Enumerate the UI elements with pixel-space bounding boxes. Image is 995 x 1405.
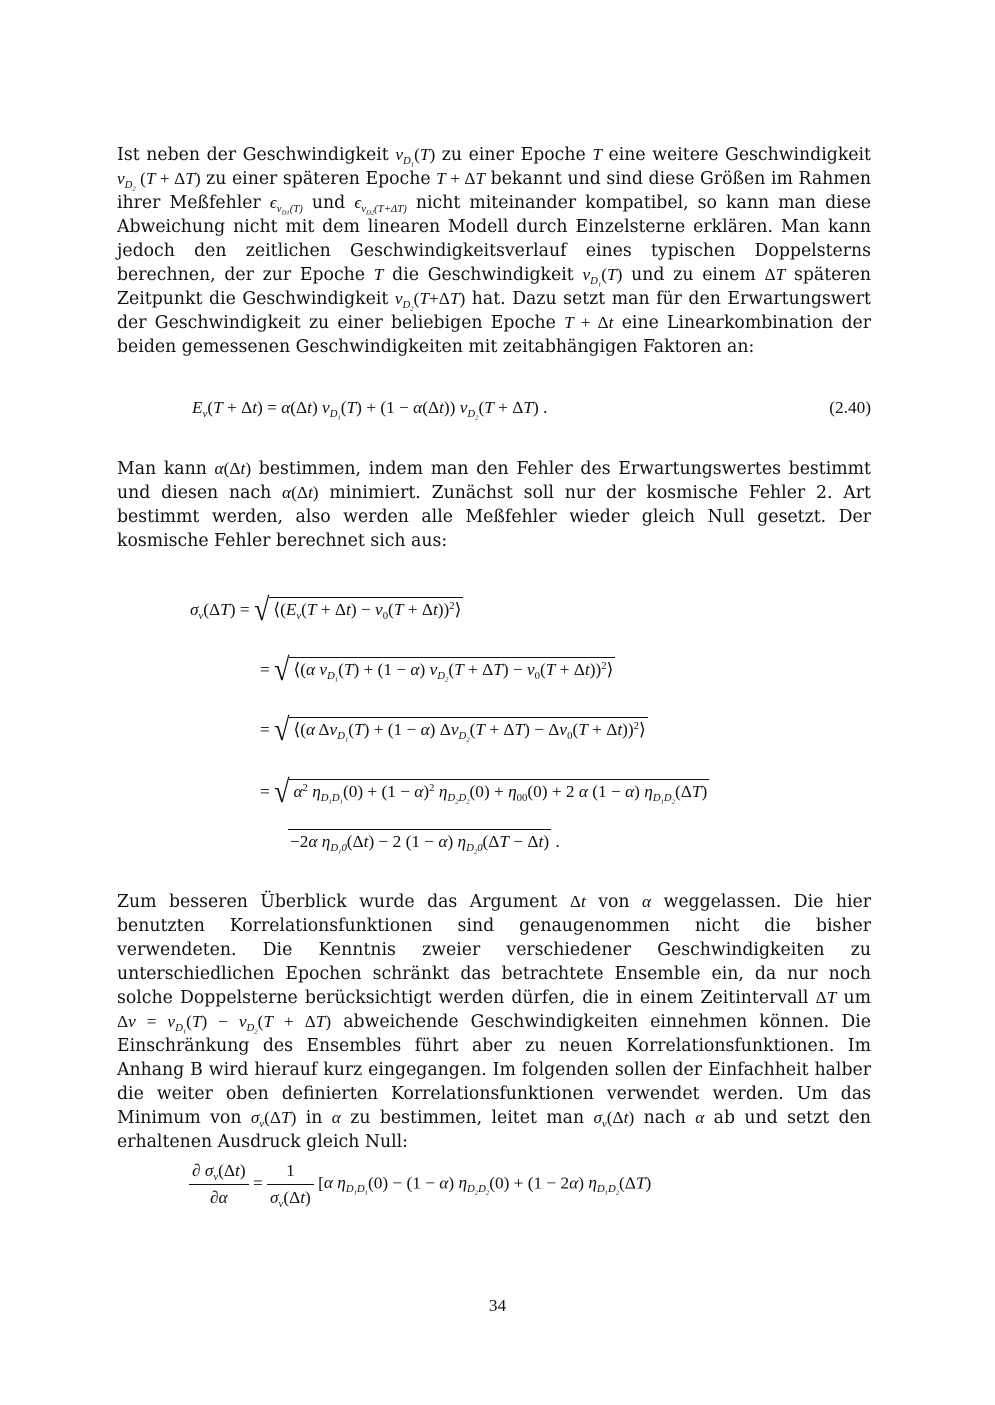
text: ab und setzt den erhaltenen Ausdruck gleich Null:	[117, 1108, 871, 1152]
text: minimiert. Zunächst soll nur der kosmische Fehler 2. Art bestimmt werden, also werden alle Meßfehler wieder gleich Null gesetzt. Der kosmische Fehler berechnet sich aus:	[117, 483, 871, 551]
text: Man kann	[117, 459, 215, 479]
text: bestimmen, indem man den Fehler des Erwartungswertes bestimmt und diesen nach	[117, 459, 871, 503]
equation-line-4: = √ $\alpha^2$ $\eta_{D_1D_1}(0) + (1 - \alpha)^2$ $\eta_{D_2D_2}(0) + \eta_{00}(0) + 2$ α (1 − α) $\eta_{D_1D_2}(\Delta T)$	[260, 774, 708, 811]
paragraph-2: Man kann α(Δt) bestimmen, indem man den Fehler des Erwartungswertes bestimmt und diesen nach α(Δt) minimiert. Zunächst soll nur der kosmische Fehler 2. Art bestimmt werden, also werden alle Meßfehler wieder gleich Null gesetzt. Der kosmische Fehler berechnet sich aus:	[117, 459, 871, 551]
equation-2-40	[117, 398, 871, 426]
math-inline: $v_{D_1}$	[395, 145, 415, 169]
text: weggelassen. Die hier benutzten Korrelationsfunktionen sind genaugenommen nicht die bisher verwendeten. Die Kenntnis zweier verschiedener Geschwindigkeiten zu unterschiedlichen Epochen schränkt das betrachtete Ensemble ein, da nur noch solche Doppelsterne berücksichtigt werden dürfen, die in einem Zeitintervall	[117, 892, 871, 1008]
text: abweichende Geschwindigkeiten einnehmen können. Die Einschränkung des Ensembles führt aber zu neuen Korrelationsfunktionen. Im Anhang B wird hierauf kurz eingegangen. Im folgenden sollen der Einfachheit halber die weiter oben definierten Korrelationsfunktionen verwendet werden. Um das Minimum von	[117, 1012, 871, 1128]
text: bekannt und sind diese Größen im Rahmen ihrer Meßfehler	[117, 169, 872, 213]
text: und zu einem	[622, 265, 765, 285]
equation-derivative-content: $\frac{\partial \sigma_v(\Delta t)}{\partial\alpha}$ = $\frac{1}{\sigma_v(\Delta t)}$ [α $\eta_{D_1D_1}(0) - (1 - \alpha) \eta_{D_2D_2}(0) + (1 - 2\alpha)$ $\eta_{D_1D_2}(\Delta T)$	[189, 1161, 651, 1208]
text: um	[836, 988, 871, 1008]
equation-number: (2.40)	[829, 398, 871, 417]
text: nach	[634, 1108, 696, 1128]
text: zu bestimmen, leitet man	[340, 1108, 594, 1128]
text: nicht miteinander kompatibel, so kann man diese Abweichung nicht mit dem linearen Modell durch Einzelsterne erklären. Man kann jedoch den zeitlichen Geschwindigkeitsverlauf eines typischen Doppelsterns berechnen, der zur Epoche	[117, 193, 871, 285]
paragraph-3: Zum besseren Überblick wurde das Argument Δt von α weggelassen. Die hier benutzten Korrelationsfunktionen sind genaugenommen nicht die bisher verwendeten. Die Kenntnis zweier verschiedener Geschwindigkeiten zu unterschiedlichen Epochen schränkt das betrachtete Ensemble ein, da nur noch solche Doppelsterne berücksichtigt werden dürfen, die in einem Zeitintervall ΔT um $\Delta v = v_{D_1}(T) - v_{D_2}(T + \Delta T)$ abweichende Geschwindigkeiten einnehmen können. Die Einschränkung des Ensembles führt aber zu neuen Korrelationsfunktionen. Im Anhang B wird hierauf kurz eingegangen. Im folgenden sollen der Einfachheit halber die weiter oben definierten Korrelationsfunktionen verwendet werden. Um das Minimum von $\sigma_v(\Delta T)$ in α zu bestimmen, leitet man $\sigma_v(\Delta t)$ nach α ab und setzt den erhaltenen Ausdruck gleich Null:	[117, 892, 871, 1152]
text: eine weitere Geschwindigkeit	[601, 145, 872, 165]
text: Ist neben der Geschwindigkeit	[117, 145, 396, 165]
equation-line-3: = √ ⟨(α $\Delta v_{D_1}(T) + (1 - \alpha) \Delta v_{D_2}(T + \Delta T) - \Delta v_0(T$ + Δt))$^2$⟩	[260, 712, 646, 749]
text: eine Linearkombination der beiden gemessenen Geschwindigkeiten mit zeitabhängigen Faktoren an:	[117, 313, 871, 357]
text: zu einer späteren Epoche	[200, 169, 437, 189]
equation-line-1: $\sigma_v(\Delta T)$ = √ $⟨(E_v(T + \Delta t) - v_0(T$ + Δt))$^2$⟩	[190, 592, 462, 629]
text: und	[302, 193, 355, 213]
page-number: 34	[488, 1296, 507, 1315]
equation-line-5: −2α $\eta_{D_10}(\Delta t) - 2$ (1 − α) $\eta_{D_20}(\Delta T - \Delta t)$ .	[288, 829, 560, 852]
text: in	[296, 1108, 332, 1128]
text: zu einer Epoche	[435, 145, 593, 165]
text: die Geschwindigkeit	[383, 265, 583, 285]
equation-cosmic-error	[117, 583, 871, 863]
text: von	[585, 892, 642, 912]
equation-line-2: = √ ⟨(α $v_{D_1}(T) + (1 - \alpha) v_{D_2}(T + \Delta T) - v_0(T$ + Δt))$^2$⟩	[260, 652, 614, 689]
text: hat. Dazu setzt man für den Erwartungswert der Geschwindigkeit zu einer beliebigen Epoche	[117, 289, 871, 333]
paragraph-1: Ist neben der Geschwindigkeit $v_{D_1}(T)$ zu einer Epoche T eine weitere Geschwindigkeit $v_{D_2}$ (T + ΔT) zu einer späteren Epoche T + ΔT bekannt und sind diese Größen im Rahmen ihrer Meßfehler $\epsilon_{v_{D1}(T)}$ und $\epsilon_{v_{D2}(T+\Delta T)}$ nicht miteinander kompatibel, so kann man diese Abweichung nicht mit dem linearen Modell durch Einzelsterne erklären. Man kann jedoch den zeitlichen Geschwindigkeitsverlauf eines typischen Doppelsterns berechnen, der zur Epoche T die Geschwindigkeit $v_{D_1}(T)$ und zu einem ΔT späteren Zeitpunkt die Geschwindigkeit $v_{D_2}(T+\Delta T)$ hat. Dazu setzt man für den Erwartungswert der Geschwindigkeit zu einer beliebigen Epoche T + Δt eine Linearkombination der beiden gemessenen Geschwindigkeiten mit zeitabhängigen Faktoren an:	[117, 145, 872, 357]
text: Zum besseren Überblick wurde das Argument	[117, 892, 570, 912]
equation-content: $E_v(T + \Delta t) = \alpha(\Delta t) v_{D_1}(T) + (1 - \alpha(\Delta t)) v_{D_2}(T + \Delta T)$ .	[192, 398, 548, 422]
equation-derivative	[117, 1161, 871, 1221]
text: späteren Zeitpunkt die Geschwindigkeit	[117, 265, 871, 309]
